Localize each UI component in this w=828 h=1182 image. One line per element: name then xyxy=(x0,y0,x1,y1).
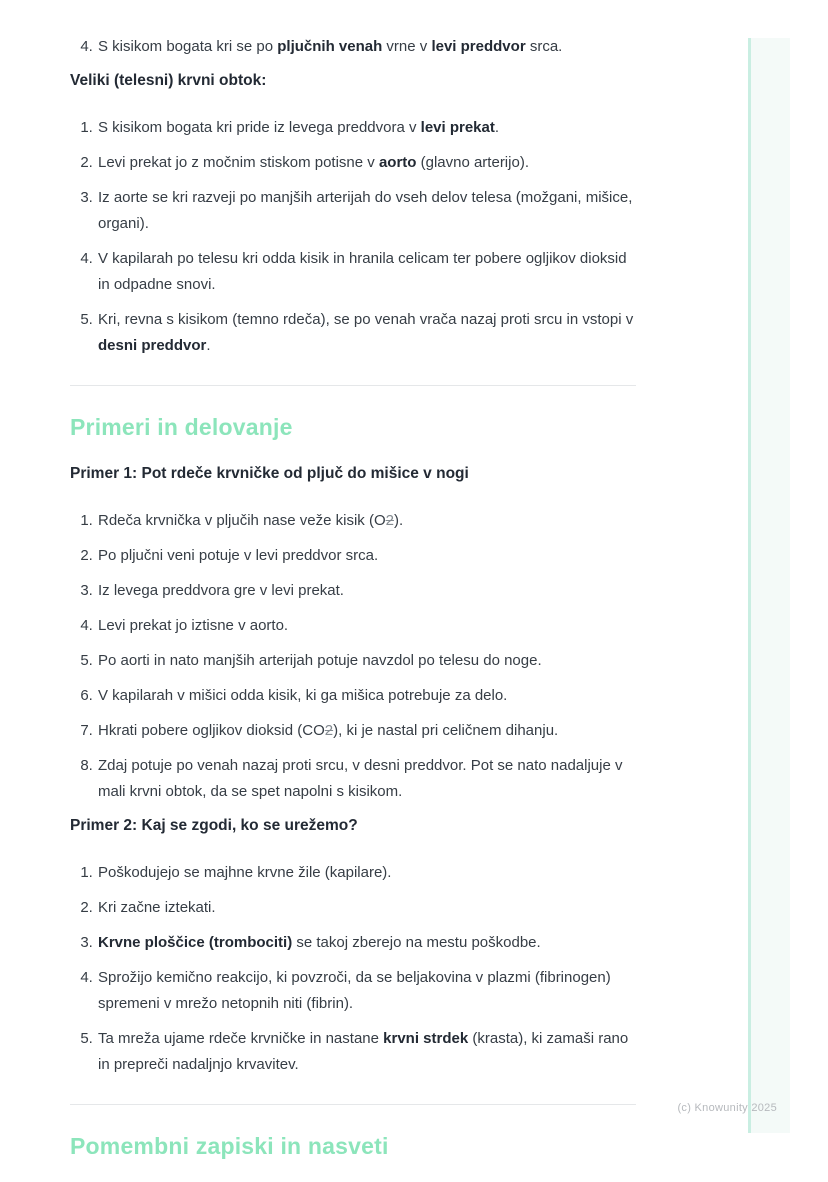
page-edge-accent-bar xyxy=(748,38,751,1133)
body-text: Levi prekat jo z močnim stiskom potisne v xyxy=(98,154,379,171)
list-item xyxy=(97,648,636,674)
body-text: Sprožijo kemično reakcijo, ki povzroči, da se beljakovina v plazmi (fibrinogen) spremeni v mrežo netopnih niti (fibrin). xyxy=(98,969,611,1012)
list-item xyxy=(97,508,636,534)
primer2-heading: Primer 2: Kaj se zgodi, ko se urežemo? xyxy=(70,817,358,834)
body-text: Iz aorte se kri razveji po manjših arterijah do vseh delov telesa (možgani, mišice, organi). xyxy=(98,189,633,232)
body-text: V kapilarah v mišici odda kisik, ki ga mišica potrebuje za delo. xyxy=(98,687,508,704)
list-item xyxy=(97,930,636,956)
list-item xyxy=(97,718,636,744)
list-item xyxy=(97,185,636,237)
body-text: se takoj zberejo na mestu poškodbe. xyxy=(292,934,541,951)
list-item xyxy=(97,115,636,141)
systemic-circulation-heading: Veliki (telesni) krvni obtok: xyxy=(70,72,267,89)
body-text: . xyxy=(206,337,211,354)
emphasized-text: Krvne ploščice (trombociti) xyxy=(98,934,293,951)
list-item xyxy=(97,613,636,639)
list-item xyxy=(97,1026,636,1078)
body-text: srca. xyxy=(525,38,563,55)
list-item xyxy=(97,543,636,569)
list-item xyxy=(97,246,636,298)
body-text: Iz levega preddvora gre v levi prekat. xyxy=(98,582,344,599)
body-text: Ta mreža ujame rdeče krvničke in nastane xyxy=(98,1030,384,1047)
primer1-list xyxy=(70,508,636,805)
body-text: Hkrati pobere ogljikov dioksid (CO xyxy=(98,722,325,739)
subscript-text: 2 xyxy=(324,722,334,739)
body-text: ). xyxy=(393,512,404,529)
body-text: ), ki je nastal pri celičnem dihanju. xyxy=(333,722,559,739)
body-text: Kri, revna s kisikom (temno rdeča), se po venah vrača nazaj proti srcu in vstopi v xyxy=(98,311,634,328)
page-content xyxy=(70,34,636,1182)
subscript-text: 2 xyxy=(385,512,394,529)
body-text: Zdaj potuje po venah nazaj proti srcu, v desni preddvor. Pot se nato nadaljuje v mali krvni obtok, da se spet napolni s kisikom. xyxy=(98,757,623,800)
list-item xyxy=(97,895,636,921)
emphasized-text: levi preddvor xyxy=(431,38,526,55)
list-item xyxy=(97,683,636,709)
body-text: . xyxy=(494,119,500,136)
emphasized-text: aorto xyxy=(378,154,417,171)
body-text: Poškodujejo se majhne krvne žile (kapilare). xyxy=(98,864,392,881)
list-item xyxy=(97,307,636,359)
body-text: S kisikom bogata kri se po xyxy=(98,38,278,55)
body-text: Po pljučni veni potuje v levi preddvor srca. xyxy=(98,547,379,564)
watermark: (c) Knowunity 2025 xyxy=(677,1102,777,1114)
primer1-heading: Primer 1: Pot rdeče krvničke od pljuč do mišice v nogi xyxy=(70,465,469,482)
page-edge-strip xyxy=(750,38,790,1133)
emphasized-text: desni preddvor xyxy=(98,337,207,354)
list-item xyxy=(97,578,636,604)
list-item xyxy=(97,34,636,60)
body-text: Kri začne iztekati. xyxy=(98,899,216,916)
body-text: (glavno arterijo). xyxy=(416,154,529,171)
primer2-list xyxy=(70,860,636,1078)
list-item xyxy=(97,965,636,1017)
body-text: S kisikom bogata kri pride iz levega preddvora v xyxy=(98,119,421,136)
emphasized-text: krvni strdek xyxy=(383,1030,469,1047)
emphasized-text: levi prekat xyxy=(420,119,495,136)
section-divider xyxy=(70,385,636,386)
list-item xyxy=(97,860,636,886)
body-text: Levi prekat jo iztisne v aorto. xyxy=(98,617,289,634)
body-text: Po aorti in nato manjših arterijah potuje navzdol po telesu do noge. xyxy=(98,652,542,669)
list-item xyxy=(97,150,636,176)
body-text: vrne v xyxy=(382,38,432,55)
body-text: Rdeča krvnička v pljučih nase veže kisik (O xyxy=(98,512,386,529)
section-title-primeri: Primeri in delovanje xyxy=(70,414,293,440)
body-text: V kapilarah po telesu kri odda kisik in hranila celicam ter pobere ogljikov dioksid in odpadne snovi. xyxy=(98,250,627,293)
list-item xyxy=(97,753,636,805)
body-text: (krasta), ki zamaši rano in prepreči nadaljnjo krvavitev. xyxy=(98,1030,629,1073)
section-divider xyxy=(70,1104,636,1105)
systemic-circulation-list xyxy=(70,115,636,359)
section-title-pomembni: Pomembni zapiski in nasveti xyxy=(70,1133,389,1159)
emphasized-text: pljučnih venah xyxy=(277,38,383,55)
pulmonary-circulation-list-continued xyxy=(70,34,636,60)
